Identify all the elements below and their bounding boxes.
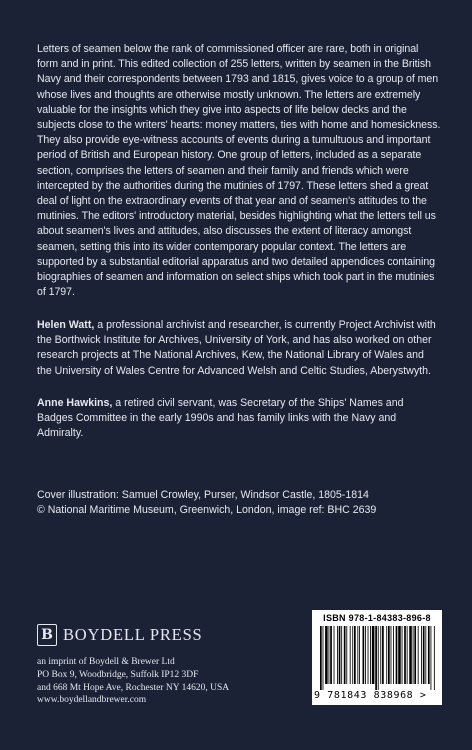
- imprint-line: an imprint of Boydell & Brewer Ltd: [37, 657, 175, 667]
- cover-illustration-credit: Cover illustration: Samuel Crowley, Purser, Windsor Castle, 1805-1814: [37, 489, 369, 501]
- author-bio-text: a retired civil servant, was Secretary of the Ships' Names and Badges Committee in the early 1990s and has family links with the Navy and Admiralty.: [37, 397, 404, 440]
- isbn-label: ISBN 978-1-84383-896-8: [323, 613, 431, 623]
- website-link: www.boydellandbrewer.com: [37, 695, 147, 706]
- publisher-logo-block: [37, 624, 203, 646]
- publisher-name: BOYDELL PRESS: [63, 625, 203, 644]
- author-name: Helen Watt,: [37, 319, 95, 331]
- isbn-barcode: [312, 610, 442, 705]
- barcode-bars: [318, 626, 436, 690]
- copyright-credit: © National Maritime Museum, Greenwich, London, image ref: BHC 2639: [37, 504, 377, 517]
- author-bio-anne-hawkins: [37, 396, 441, 442]
- publisher-address: [37, 656, 317, 707]
- book-description: Letters of seamen below the rank of commissioned officer are rare, both in original form and in print. This edited collection of 255 letters, written by seamen in the British Navy and their correspondents between 1793 and 1815, gives voice to a group of men whose lives and thoughts are otherwise mostly unknown. The letters are extremely valuable for the insights which they give into aspects of life below decks and the subjects close to the writers' hearts: money matters, ties with home and homesickness. They also provide eye-witness accounts of events during a tumultuous and important period of British and European history. One group of letters, included as a separate section, comprises the letters of seamen and their family and friends which were intercepted by the authorities during the mutinies of 1797. These letters shed a great deal of light on the extraordinary events of that year and of seamen's attitudes to the mutinies. The editors' introductory material, besides highlighting what the letters tell us about seamen's lives and attitudes, also discusses the extent of literacy amongst seamen, setting this into its wider contemporary popular context. The letters are supported by a substantial editorial apparatus and two detailed appendices containing biographies of seamen and information on select ships which took part in the mutinies of 1797.: [37, 43, 441, 299]
- address-line: and 668 Mt Hope Ave, Rochester NY 14620, USA: [37, 682, 230, 693]
- address-line: PO Box 9, Woodbridge, Suffolk IP12 3DF: [37, 669, 199, 680]
- author-bio-helen-watt: [37, 318, 441, 379]
- barcode-digits: 9 781843 838968 >: [314, 690, 427, 701]
- publisher-logo-icon: B: [37, 624, 57, 646]
- author-name: Anne Hawkins,: [37, 397, 113, 409]
- cover-credit: [37, 488, 441, 518]
- author-bio-text: a professional archivist and researcher, is currently Project Archivist with the Borthwick Institute for Archives, University of York, and has also worked on other research projects at The National Archives, Kew, the National Library of Wales and the University of Wales Centre for Advanced Welsh and Celtic Studies, Aberystwyth.: [37, 319, 436, 377]
